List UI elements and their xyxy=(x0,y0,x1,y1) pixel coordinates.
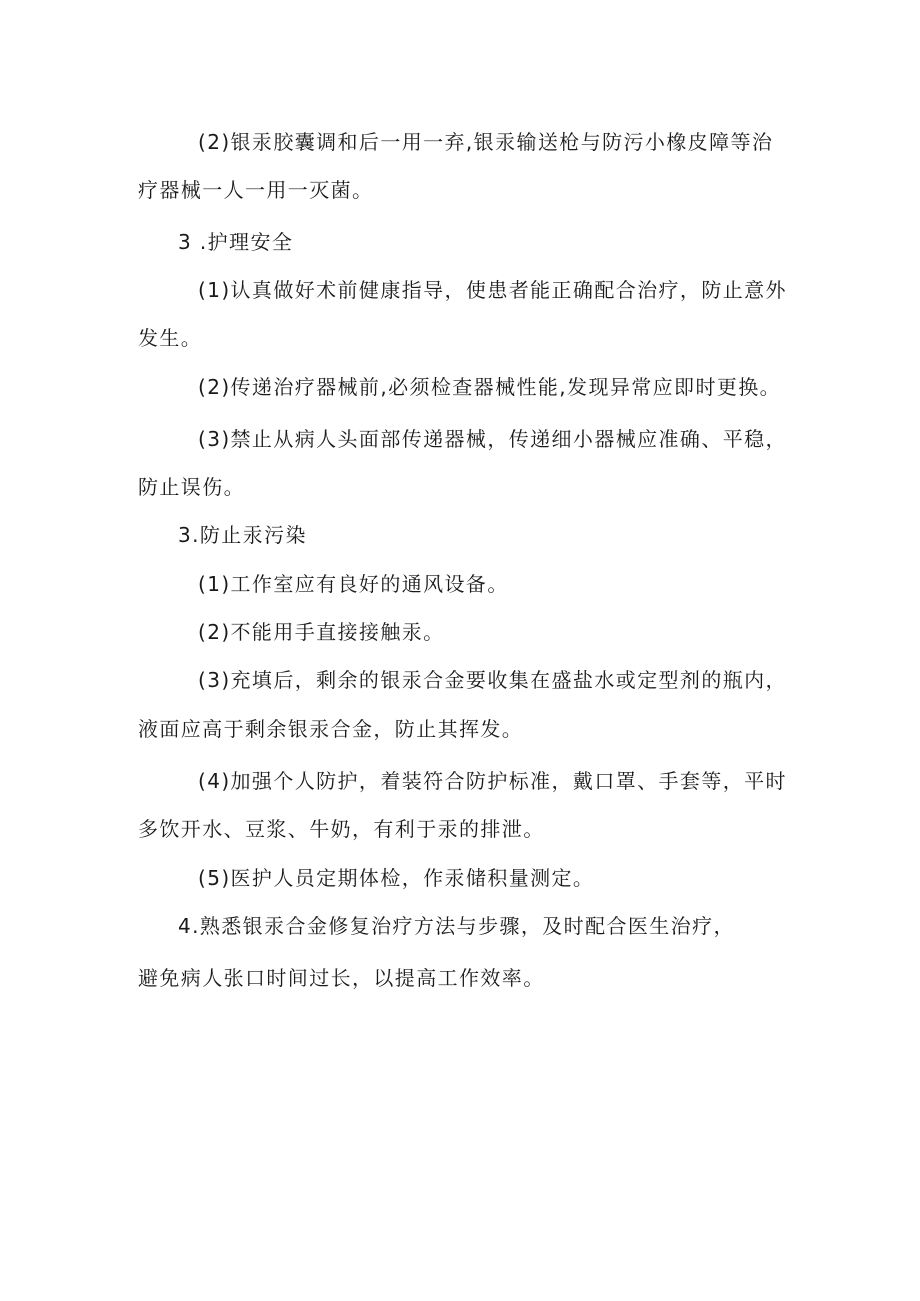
paragraph-line: (2)传递治疗器械前,必须检查器械性能,发现异常应即时更换。 xyxy=(198,375,782,399)
paragraph-line: 防止误伤。 xyxy=(138,475,245,499)
paragraph-line: (4)加强个人防护，着装符合防护标准，戴口罩、手套等，平时 xyxy=(198,769,787,793)
paragraph-line: 发生。 xyxy=(138,326,203,350)
section-heading: 4.熟悉银汞合金修复治疗方法与步骤，及时配合医生治疗， xyxy=(178,914,735,938)
paragraph-line: 液面应高于剩余银汞合金，防止其挥发。 xyxy=(138,717,524,741)
paragraph-line: (3)充填后，剩余的银汞合金要收集在盛盐水或定型剂的瓶内， xyxy=(198,668,787,692)
paragraph-line: (3)禁止从病人头面部传递器械，传递细小器械应准确、平稳， xyxy=(198,427,787,451)
section-heading: 3.防止汞污染 xyxy=(178,523,307,547)
paragraph-line: 避免病人张口时间过长，以提高工作效率。 xyxy=(138,966,545,990)
paragraph-line: (1)工作室应有良好的通风设备。 xyxy=(198,572,509,596)
paragraph-line: (5)医护人员定期体检，作汞储积量测定。 xyxy=(198,866,595,890)
paragraph-line: (1)认真做好术前健康指导，使患者能正确配合治疗，防止意外 xyxy=(198,278,787,302)
paragraph-line: (2)不能用手直接接触汞。 xyxy=(198,620,445,644)
paragraph-line: 多饮开水、豆浆、牛奶，有利于汞的排泄。 xyxy=(138,817,545,841)
paragraph-line: 疗器械一人一用一灭菌。 xyxy=(138,178,374,202)
paragraph-line: (2)银汞胶囊调和后一用一弃,银汞输送枪与防污小橡皮障等治 xyxy=(198,130,774,154)
section-heading: 3 .护理安全 xyxy=(178,230,294,254)
